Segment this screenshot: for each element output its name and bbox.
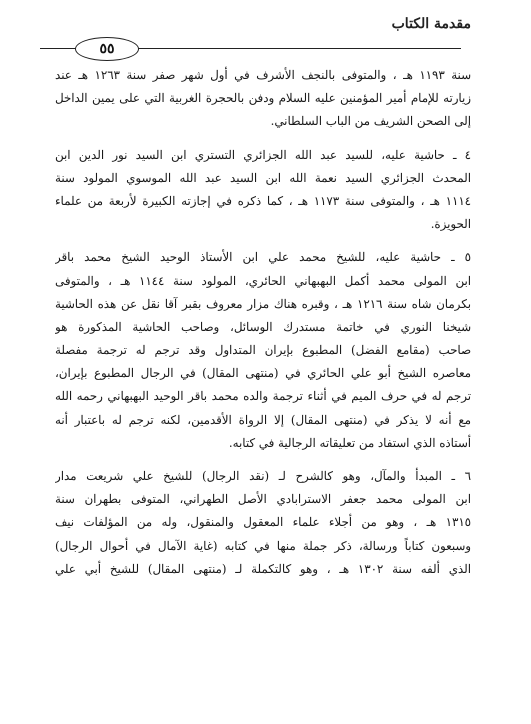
text-line: ٤ ـ حاشية عليه، للسيد عبد الله الجزائري التستري ابن السيد نور الدين ابن	[55, 147, 471, 162]
running-title: مقدمة الكتاب	[391, 16, 471, 32]
text-line: ٦ ـ المبدأ والمآل، وهو كالشرح لـ (نقد الرجال) للشيخ علي شريعت مدار	[55, 469, 471, 483]
text-line: ٥ ـ حاشية عليه، للشيخ محمد علي ابن الأستاذ الوحيد الشيخ محمد باقر	[55, 250, 471, 265]
paragraph-1	[55, 64, 471, 134]
page-number: ٥٥	[99, 41, 115, 57]
text-line: مع أنه لا يذكر في (منتهى المقال) إلا الرواة الأقدمين، لكنه ترجم له باعتبار أنه	[55, 412, 471, 427]
text-line: زيارته للإمام أمير المؤمنين عليه السلام ودفن بالحجرة الغربية التي على يمين الداخل	[55, 91, 471, 106]
text-line: صاحب (مقامع الفضل) المطبوع بإيران المتداول وقد ترجم له ترجمة مفصلة	[55, 343, 471, 358]
text-line: الحويزة.	[430, 217, 471, 232]
text-line: ابن المولى محمد جعفر الاسترابادي الأصل الطهراني، المتوفى بطهران سنة	[55, 492, 471, 507]
text-line: أستاذه الذي استفاد من تعليقاته الرجالية في كتابه.	[228, 435, 471, 450]
text-line: ١١١٤ هـ ، والمتوفى سنة ١١٧٣ هـ ، كما ذكره في إجازته الكبيرة لأربعة من علماء	[55, 193, 471, 208]
text-line: معاصره الشيخ أبو علي الحائري في (منتهى المقال) في الرجال المطبوع بإيران،	[55, 366, 471, 381]
text-line: وسبعون كتاباً ورسالة، ذكر جملة منها في كتابه (غاية الآمال في أحوال الرجال)	[55, 538, 471, 553]
text-line: سنة ١١٩٣ هـ ، والمتوفى بالنجف الأشرف في أول شهر صفر سنة ١٢٦٣ هـ عند	[55, 68, 471, 82]
text-line: بكرمان شاه سنة ١٢١٦ هـ ، وقبره هناك مزار معروف بقبر آقا نقل عن هذه الحاشية	[55, 296, 471, 311]
text-line: الذي ألفه سنة ١٣٠٢ هـ ، وهو كالتكملة لـ (منتهى المقال) للشيخ أبي علي	[55, 561, 471, 576]
text-line: إلى الصحن الشريف من الباب السلطاني.	[270, 114, 471, 129]
text-line: ابن المولى محمد أكمل البهبهاني الحائري، المولود سنة ١١٤٤ هـ ، والمتوفى	[55, 273, 471, 288]
paragraph-4	[55, 465, 471, 581]
page-header	[0, 14, 531, 57]
text-line: شيخنا النوري في خاتمة مستدرك الوسائل، وصاحب الحاشية المذكورة هو	[55, 319, 471, 334]
text-line: المحدث الجزائري السيد نعمة الله ابن السيد عبد الله الموسوي المولود سنة	[55, 170, 471, 185]
page-body	[55, 64, 471, 591]
paragraph-3	[55, 246, 471, 455]
text-line: ١٣١٥ هـ ، وهو من أجلاء علماء المعقول والمنقول، وله من المؤلفات نيف	[55, 515, 471, 530]
page-number-frame	[75, 37, 139, 61]
text-line: ترجم له في حرف الميم في أثناء ترجمة والده محمد باقر الوحيد البهبهاني رحمه الله	[55, 389, 471, 404]
paragraph-2	[55, 144, 471, 237]
